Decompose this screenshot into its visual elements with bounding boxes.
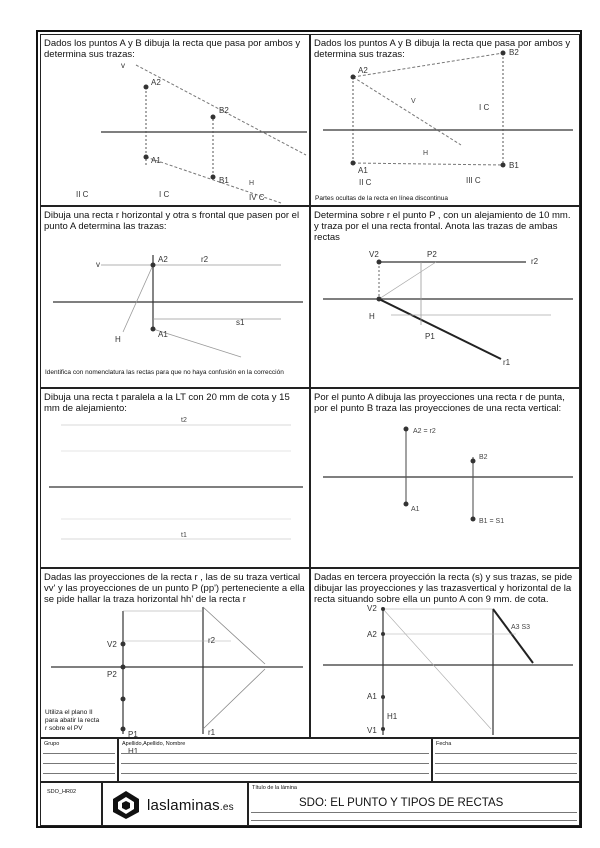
ex5-label-t2: t2 (181, 417, 187, 424)
footer-group-cell (40, 738, 118, 782)
ex3-label-v: v (96, 260, 100, 269)
ex6-label-a2: A2 = r2 (413, 428, 436, 435)
drawing-sheet (36, 30, 582, 828)
footer-name-cell[interactable] (118, 738, 432, 782)
ex3-label-a1: A1 (158, 330, 168, 339)
exercise-1-drawing (41, 35, 311, 207)
ex2-quadrant-3: III C (466, 176, 481, 185)
footer-group-label: Grupo (44, 741, 60, 747)
exercise-8 (310, 568, 580, 738)
exercise-1-statement: Dados los puntos A y B dibuja la recta que pasa por ambos y determina sus trazas: (44, 38, 301, 60)
exercise-4-drawing (311, 207, 581, 389)
exercise-5-statement: Dibuja una recta t paralela a la LT con 20 mm de cota y 15 mm de alejamiento: (44, 392, 290, 414)
ex2-quadrant-2: II C (359, 178, 372, 187)
ex7-label-p1: P1 (128, 730, 138, 739)
laslaminas-logo-icon (111, 790, 141, 820)
ex5-label-t1: t1 (181, 532, 187, 539)
exercise-3-drawing (41, 207, 311, 389)
exercise-6-statement: Por el punto A dibuja las proyecciones una recta r de punta, por el punto B traza las proyecciones de una recta vertical: (314, 392, 565, 414)
ex3-label-h: H (115, 335, 121, 344)
footer-name-label: Apellido,Apellido, Nombre (122, 741, 186, 747)
sheet-title: SDO: EL PUNTO Y TIPOS DE RECTAS (299, 797, 504, 809)
ex1-label-v: v (121, 61, 125, 70)
exercise-6-drawing (311, 389, 581, 569)
ex7-label-r1: r1 (208, 728, 216, 737)
footer-brand-cell (102, 782, 248, 826)
exercise-2 (310, 34, 580, 206)
ex8-label-v1: V1 (367, 726, 377, 735)
ex4-label-r2: r2 (531, 257, 539, 266)
ex4-label-r1: r1 (503, 358, 511, 367)
ex4-label-v: V2 (369, 250, 379, 259)
ex1-quadrant-4: IV C (249, 193, 265, 202)
ex2-quadrant-1: I C (479, 103, 490, 112)
ex4-label-p1: P1 (425, 332, 435, 341)
ex2-label-b2: B2 (509, 48, 519, 57)
ex4-label-p2: P2 (427, 250, 437, 259)
ex8-label-h: H1 (387, 712, 398, 721)
ex8-label-v: V2 (367, 604, 377, 613)
ex7-label-p2: P2 (107, 670, 117, 679)
ex1-quadrant-1: I C (159, 190, 170, 199)
ex3-label-r2: r2 (201, 255, 209, 264)
exercise-7-note: Utiliza el plano II para abatir la recta r sobre el PV (45, 709, 100, 732)
exercise-8-drawing (311, 569, 581, 739)
ex1-label-h: H (249, 180, 255, 187)
exercise-4 (310, 206, 580, 388)
ex6-label-b1: B1 = S1 (479, 518, 505, 525)
exercise-2-note: Partes ocultas de la recta en línea discontinua (315, 195, 448, 202)
ex2-label-a2: A2 (358, 66, 368, 75)
exercise-3-statement: Dibuja una recta r horizontal y otra s frontal que pasen por el punto A determina las trazas: (44, 210, 300, 232)
ex7-label-v: V2 (107, 640, 117, 649)
exercise-8-statement: Dadas en tercera proyección la recta (s) y sus trazas, se pide dibujar las proyecciones y las trazasvertical y horizontal de la recta situando sobre ella un punto A con 9 mm. de cota. (314, 572, 573, 605)
ex2-label-a1: A1 (358, 166, 368, 175)
ex7-label-r2: r2 (208, 636, 216, 645)
exercise-3-note: Identifica con nomenclatura las rectas para que no haya confusión en la corrección (45, 369, 284, 376)
ex6-label-b2: B2 (479, 454, 488, 461)
ex3-label-a2: A2 (158, 255, 168, 264)
ex7-label-h: H1 (128, 747, 139, 756)
footer-code-cell (40, 782, 102, 826)
ex1-label-a2: A2 (151, 78, 161, 87)
exercise-7-statement: Dadas las proyecciones de la recta r , las de su traza vertical vv' y las proyecciones de un punto P (pp') perteneciente a ella se pide hallar la traza horizontal hh' de la recta r (44, 572, 305, 605)
ex6-label-a1: A1 (411, 506, 420, 513)
exercise-2-drawing (311, 35, 581, 207)
brand-name: laslaminas.es (147, 797, 234, 814)
exercise-3 (40, 206, 310, 388)
footer-code: SDO_HR02 (47, 789, 77, 795)
ex1-label-a1: A1 (151, 156, 161, 165)
ex2-label-b1: B1 (509, 161, 519, 170)
exercise-6 (310, 388, 580, 568)
exercise-5 (40, 388, 310, 568)
ex1-label-b2: B2 (219, 106, 229, 115)
footer-date-label: Fecha (436, 741, 452, 747)
ex3-label-s1: s1 (236, 318, 245, 327)
ex1-quadrant-2: II C (76, 190, 89, 199)
footer-title-cell (248, 782, 580, 826)
ex8-label-s3: A3 S3 (511, 624, 531, 631)
exercise-2-statement: Dados los puntos A y B dibuja la recta que pasa por ambos y determina sus trazas: (314, 38, 571, 60)
exercise-5-drawing (41, 389, 311, 569)
footer-title-label: Título de la lámina (252, 785, 297, 791)
exercise-4-statement: Determina sobre r el punto P , con un alejamiento de 10 mm. y traza por el una recta frontal. Anota las trazas de ambas rectas (314, 210, 571, 243)
exercise-1 (40, 34, 310, 206)
ex2-label-h: H (423, 150, 429, 157)
footer-date-cell[interactable] (432, 738, 580, 782)
ex1-label-b1: B1 (219, 176, 229, 185)
ex8-label-a2: A2 (367, 630, 377, 639)
ex8-label-a1: A1 (367, 692, 377, 701)
ex2-label-v: V (411, 98, 416, 105)
ex4-label-h: H (369, 312, 375, 321)
